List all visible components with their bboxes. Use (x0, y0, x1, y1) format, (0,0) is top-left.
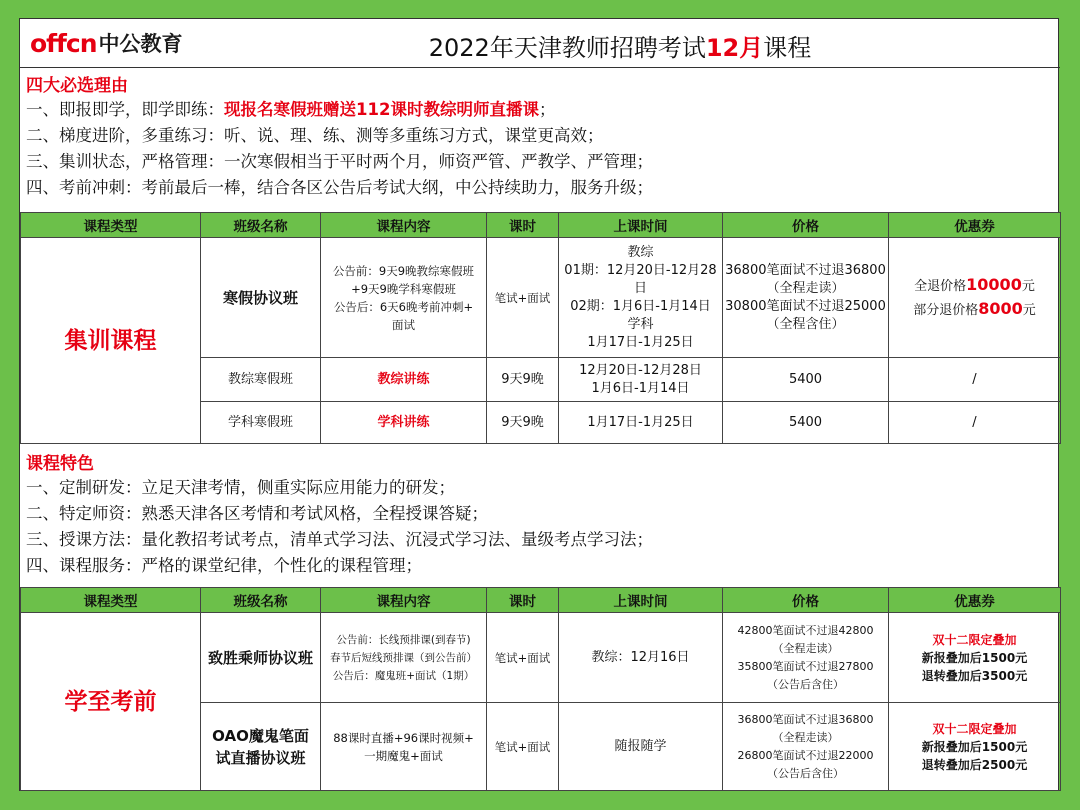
price-cell: 36800笔面试不过退36800 （全程走读） 26800笔面试不过退22000 （公告后含住） (723, 703, 889, 791)
col-header: 上课时间 (559, 213, 723, 238)
class-name-cell: 致胜乘师协议班 (201, 613, 321, 703)
hours-cell: 笔试+面试 (487, 238, 559, 358)
reasons-section (20, 75, 1060, 201)
col-header: 优惠券 (889, 588, 1061, 613)
course-content-cell: 教综讲练 (321, 358, 487, 402)
class-name-cell: 寒假协议班 (201, 238, 321, 358)
reason-line: 四、考前冲刺：考前最后一棒，结合各区公告后考试大纲，中公持续助力，服务升级； (26, 178, 653, 197)
hours-cell: 9天9晚 (487, 358, 559, 402)
col-header: 课程内容 (321, 213, 487, 238)
coupon-cell: 全退价格10000元 部分退价格8000元 (889, 238, 1061, 358)
col-header: 班级名称 (201, 213, 321, 238)
col-header: 课程类型 (21, 213, 201, 238)
reason-line: 三、集训状态，严格管理：一次寒假相当于平时两个月，师资严管、严教学、严管理； (26, 152, 653, 171)
course-type-cell: 学至考前 (21, 613, 201, 791)
exam-prep-table (20, 587, 1061, 791)
hours-cell: 笔试+面试 (487, 703, 559, 791)
features-heading: 课程特色 (26, 454, 94, 474)
course-sheet (19, 18, 1059, 791)
title-suffix: 课程 (763, 34, 812, 62)
coupon-cell: / (889, 402, 1061, 444)
table-row (21, 613, 1061, 703)
col-header: 课时 (487, 588, 559, 613)
table-row (21, 238, 1061, 358)
hours-cell: 9天9晚 (487, 402, 559, 444)
class-name-cell: 教综寒假班 (201, 358, 321, 402)
coupon-value: 10000 (966, 274, 1022, 294)
page-title (180, 28, 1060, 63)
course-type-cell: 集训课程 (21, 238, 201, 444)
price-cell: 36800笔面试不过退36800 （全程走读） 30800笔面试不过退25000 （全程含住） (723, 238, 889, 358)
course-content-cell: 公告前：长线预排课(到春节) 春节后短线预排课（到公告前） 公告后：魔鬼班+面试（1期） (321, 613, 487, 703)
feature-line: 一、定制研发：立足天津考情，侧重实际应用能力的研发； (26, 478, 455, 497)
col-header: 上课时间 (559, 588, 723, 613)
coupon-cell: / (889, 358, 1061, 402)
features-section (20, 453, 1060, 579)
title-highlight: 12月 (705, 34, 764, 62)
schedule-cell: 1月17日-1月25日 (559, 402, 723, 444)
feature-line: 四、课程服务：严格的课堂纪律，个性化的课程管理； (26, 556, 422, 575)
schedule-cell: 教综：12月16日 (559, 613, 723, 703)
reason-highlight: 现报名寒假班赠送112课时教综明师直播课 (224, 100, 539, 119)
coupon-cell: 双十二限定叠加 新报叠加后1500元 退转叠加后3500元 (889, 613, 1061, 703)
col-header: 课程内容 (321, 588, 487, 613)
col-header: 价格 (723, 588, 889, 613)
feature-line: 二、特定师资：熟悉天津各区考情和考试风格，全程授课答疑； (26, 504, 488, 523)
hours-cell: 笔试+面试 (487, 613, 559, 703)
col-header: 班级名称 (201, 588, 321, 613)
reasons-heading: 四大必选理由 (26, 76, 128, 96)
col-header: 课时 (487, 213, 559, 238)
col-header: 课程类型 (21, 588, 201, 613)
col-header: 优惠券 (889, 213, 1061, 238)
reason-line: 二、梯度进阶，多重练习：听、说、理、练、测等多重练习方式，课堂更高效； (26, 126, 604, 145)
title-prefix: 2022年天津教师招聘考试 (428, 34, 706, 62)
logo-text-cn: 中公教育 (98, 32, 183, 56)
class-name-cell: OAO魔鬼笔面 试直播协议班 (201, 703, 321, 791)
coupon-value: 8000 (978, 298, 1023, 318)
logo-text-en: offcn (30, 29, 97, 58)
price-cell: 42800笔面试不过退42800 （全程走读） 35800笔面试不过退27800 （公告后含住） (723, 613, 889, 703)
schedule-cell: 教综 01期：12月20日-12月28日 02期：1月6日-1月14日 学科 1月17日-1月25日 (559, 238, 723, 358)
class-name-cell: 学科寒假班 (201, 402, 321, 444)
schedule-cell: 随报随学 (559, 703, 723, 791)
course-content-cell: 88课时直播+96课时视频+ 一期魔鬼+面试 (321, 703, 487, 791)
price-cell: 5400 (723, 402, 889, 444)
col-header: 价格 (723, 213, 889, 238)
schedule-cell: 12月20日-12月28日 1月6日-1月14日 (559, 358, 723, 402)
reason-line: 一、即报即学，即学即练：现报名寒假班赠送112课时教综明师直播课； (26, 100, 556, 119)
course-content-cell: 学科讲练 (321, 402, 487, 444)
feature-line: 三、授课方法：量化教招考试考点，清单式学习法、沉浸式学习法、量级考点学习法； (26, 530, 653, 549)
table-header-row (21, 588, 1061, 613)
offcn-logo (30, 31, 183, 57)
page-header (20, 19, 1060, 68)
camp-course-table (20, 212, 1061, 444)
price-cell: 5400 (723, 358, 889, 402)
table-header-row (21, 213, 1061, 238)
course-content-cell: 公告前：9天9晚教综寒假班 +9天9晚学科寒假班 公告后：6天6晚考前冲刺+ 面试 (321, 238, 487, 358)
coupon-cell: 双十二限定叠加 新报叠加后1500元 退转叠加后2500元 (889, 703, 1061, 791)
